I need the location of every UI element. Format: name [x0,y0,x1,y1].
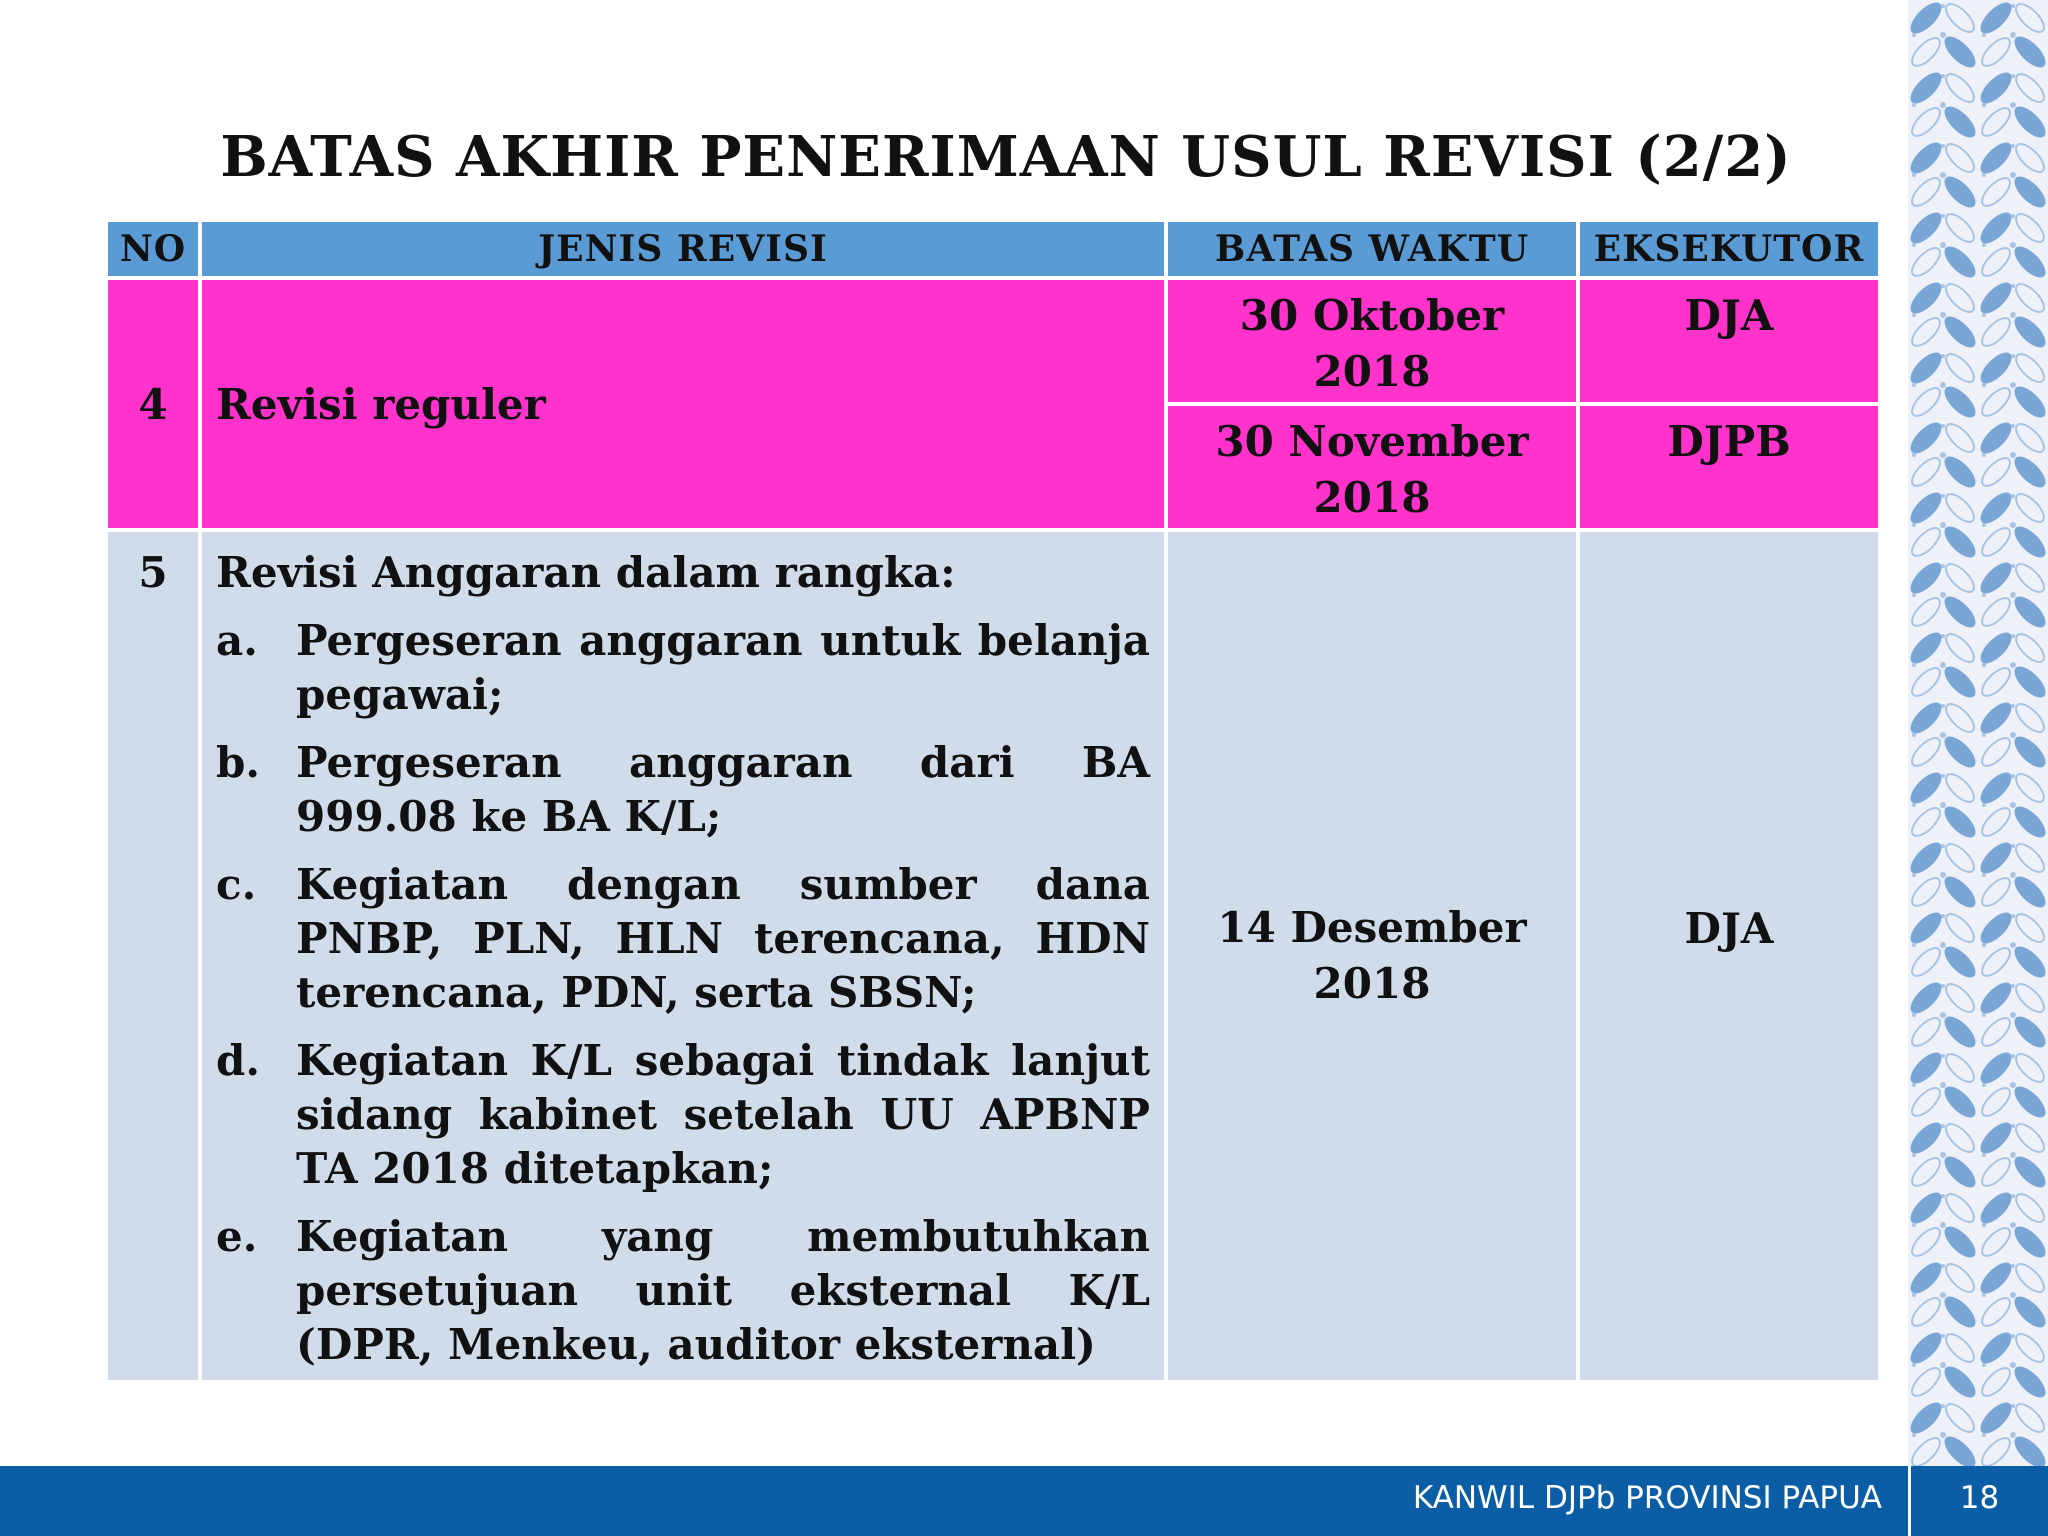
list-item-letter: e. [216,1212,258,1261]
revision-deadline-table [104,218,1882,1384]
footer-bar [0,1466,2048,1536]
row4-batas-waktu-1 [1166,278,1578,404]
row4-batas-waktu-2-line2: 2018 [1313,473,1431,522]
row5-no: 5 [106,530,200,1382]
row4-batas-waktu-2-line1: 30 November [1215,417,1529,466]
row4-batas-waktu-2 [1166,404,1578,530]
list-item [216,1210,1150,1372]
header-batas-waktu: BATAS WAKTU [1166,220,1578,278]
list-item-letter: b. [216,738,260,787]
row4-eksekutor-2: DJPB [1578,404,1880,530]
footer-organization: KANWIL DJPb PROVINSI PAPUA [1412,1480,1882,1516]
row4-no: 4 [106,278,200,530]
batik-pattern-graphic [1908,0,2048,1466]
row5-intro: Revisi Anggaran dalam rangka: [216,548,956,597]
list-item-letter: a. [216,616,258,665]
row5-eksekutor-text: DJA [1684,903,1774,953]
row4-jenis: Revisi reguler [200,278,1166,530]
row5-batas-waktu [1166,530,1578,1382]
row4-batas-waktu-1-line1: 30 Oktober [1239,291,1505,340]
list-item-text: Kegiatan yang membutuhkan persetujuan unit eksternal K/L (DPR, Menkeu, auditor eksternal) [296,1212,1150,1369]
row5-batas-waktu-line2: 2018 [1313,959,1431,1008]
list-item [216,858,1150,1020]
row5-eksekutor [1578,530,1880,1382]
row4-eksekutor-1: DJA [1578,278,1880,404]
list-item [216,614,1150,722]
row5-jenis [200,530,1166,1382]
list-item-text: Pergeseran anggaran untuk belanja pegawai; [296,616,1150,719]
header-no: NO [106,220,200,278]
list-item [216,1034,1150,1196]
table-row-4a [106,278,1880,404]
page-number: 18 [1959,1480,2000,1516]
list-item-text: Kegiatan K/L sebagai tindak lanjut sidang kabinet setelah UU APBNP TA 2018 ditetapkan; [296,1036,1150,1193]
table-header-row [106,220,1880,278]
row5-item-list [216,614,1150,1372]
table-row-5 [106,530,1880,1382]
header-eksekutor: EKSEKUTOR [1578,220,1880,278]
list-item-text: Kegiatan dengan sumber dana PNBP, PLN, HLN terencana, HDN terencana, PDN, serta SBSN; [296,860,1150,1017]
list-item-letter: c. [216,860,257,909]
list-item-text: Pergeseran anggaran dari BA 999.08 ke BA K/L; [296,738,1150,841]
row5-batas-waktu-line1: 14 Desember [1217,903,1527,952]
slide-title: BATAS AKHIR PENERIMAAN USUL REVISI (2/2) [220,124,1792,190]
list-item [216,736,1150,844]
batik-decoration [1908,0,2048,1466]
header-jenis-revisi: JENIS REVISI [200,220,1166,278]
list-item-letter: d. [216,1036,260,1085]
row4-batas-waktu-1-line2: 2018 [1313,347,1431,396]
